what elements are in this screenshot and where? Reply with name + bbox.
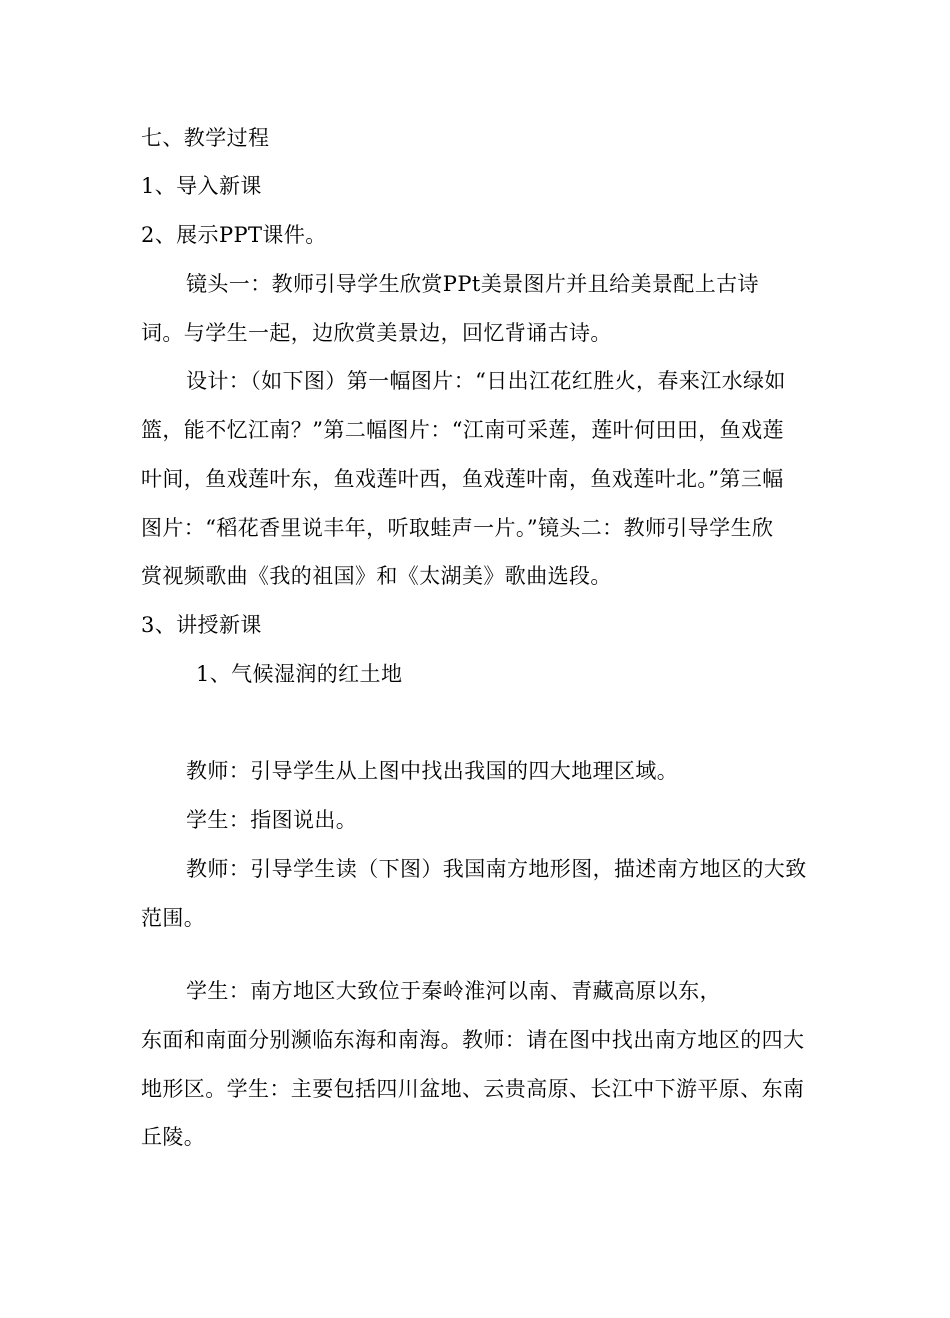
section-heading: 七、教学过程 xyxy=(141,126,270,150)
paragraph-line: 赏视频歌曲《我的祖国》和《太湖美》歌曲选段。 xyxy=(141,564,612,588)
paragraph-line: 东面和南面分别濒临东海和南海。教师：请在图中找出南方地区的四大 xyxy=(141,1028,805,1052)
paragraph-line: 学生：指图说出。 xyxy=(186,808,358,832)
step-heading: 2、展示PPT课件。 xyxy=(141,223,327,247)
paragraph-line: 丘陵。 xyxy=(141,1125,206,1149)
paragraph-line: 教师：引导学生读（下图）我国南方地形图，描述南方地区的大致 xyxy=(186,857,807,881)
paragraph-line: 词。与学生一起，边欣赏美景边，回忆背诵古诗。 xyxy=(141,321,612,345)
paragraph-line: 叶间，鱼戏莲叶东，鱼戏莲叶西，鱼戏莲叶南，鱼戏莲叶北。”第三幅 xyxy=(141,467,784,491)
paragraph-line: 范围。 xyxy=(141,906,206,930)
paragraph-line: 教师：引导学生从上图中找出我国的四大地理区域。 xyxy=(186,759,679,783)
paragraph-line: 篮，能不忆江南？”第二幅图片：“江南可采莲，莲叶何田田，鱼戏莲 xyxy=(141,418,784,442)
step-heading: 1、导入新课 xyxy=(141,174,262,198)
paragraph-line: 设计：（如下图）第一幅图片：“日出江花红胜火，春来江水绿如 xyxy=(186,369,786,393)
paragraph-line: 地形区。学生：主要包括四川盆地、云贵高原、长江中下游平原、东南 xyxy=(141,1077,805,1101)
paragraph-line: 学生：南方地区大致位于秦岭淮河以南、青藏高原以东， xyxy=(186,979,721,1003)
paragraph-line: 图片：“稻花香里说丰年，听取蛙声一片。”镜头二：教师引导学生欣 xyxy=(141,516,774,540)
paragraph-line: 镜头一：教师引导学生欣赏PPt美景图片并且给美景配上古诗 xyxy=(186,272,759,296)
step-heading: 3、讲授新课 xyxy=(141,613,262,637)
subsection-heading: 1、气候湿润的红土地 xyxy=(196,662,403,686)
